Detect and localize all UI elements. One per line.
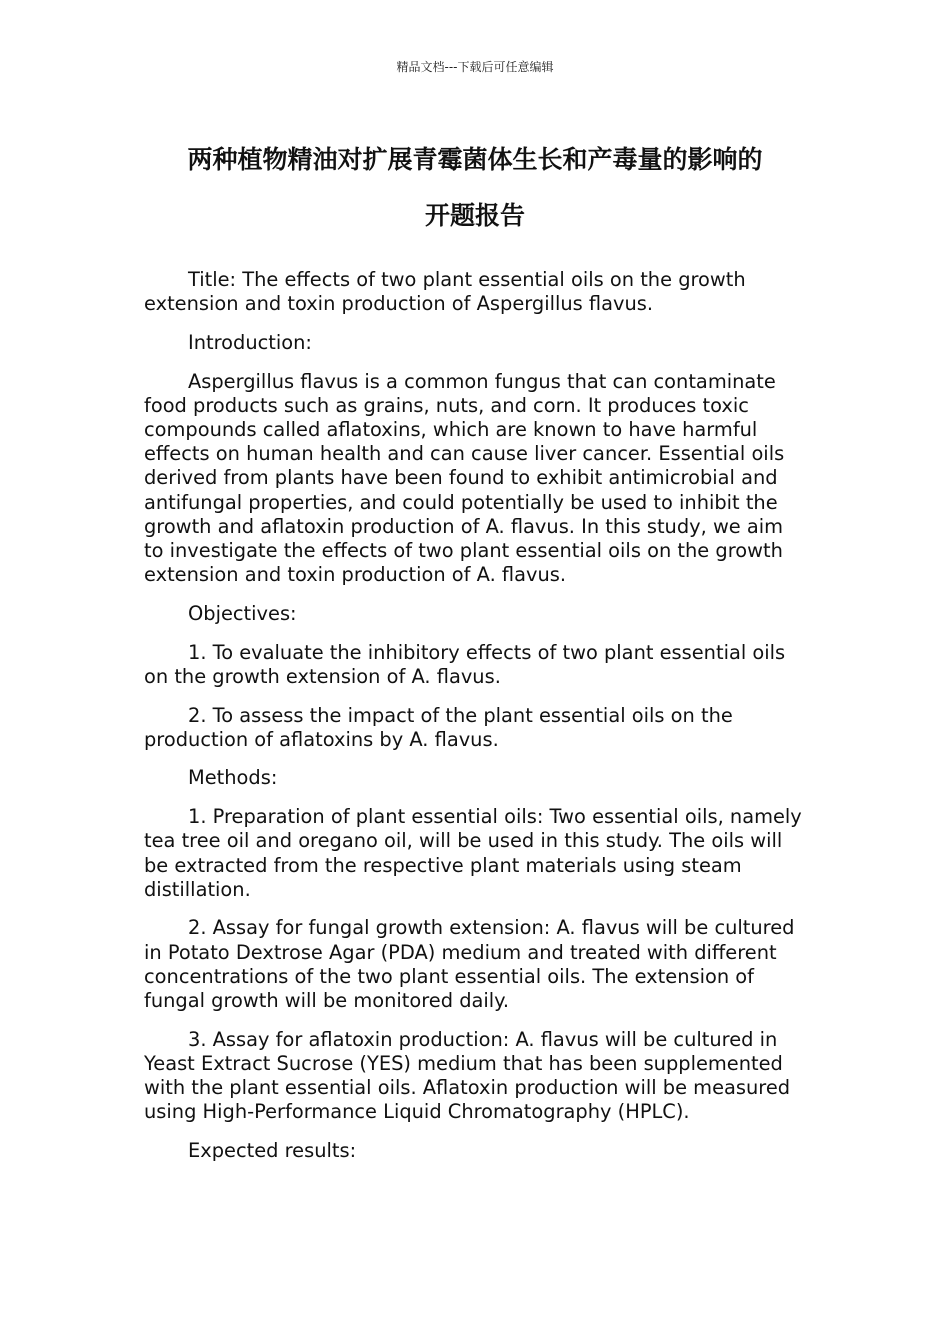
document-title-line-1: 两种植物精油对扩展青霉菌体生长和产毒量的影响的 xyxy=(187,145,763,174)
method-3: 3. Assay for aflatoxin production: A. flavus will be cultured in Yeast Extract Sucrose (YES) medium that has been supplemented with the plant essential oils. Aflatoxin production will be measured using High-Performance Liquid Chromatography (HPLC). xyxy=(144,1027,791,1124)
paragraph-title: Title: The effects of two plant essential oils on the growth extension and toxin production of Aspergillus flavus. xyxy=(144,268,746,316)
method-1: 1. Preparation of plant essential oils: Two essential oils, namely tea tree oil and oregano oil, will be used in this study. The oils will be extracted from the respective plant materials using steam distillation. xyxy=(144,805,802,901)
document-title-line-2: 开题报告 xyxy=(424,201,525,230)
document-title xyxy=(120,132,830,244)
objective-1: 1. To evaluate the inhibitory effects of two plant essential oils on the growth extension of A. flavus. xyxy=(144,640,786,688)
objective-2: 2. To assess the impact of the plant essential oils on the production of aflatoxins by A. flavus. xyxy=(144,703,733,751)
paragraph-introduction: Aspergillus flavus is a common fungus that can contaminate food products such as grains, nuts, and corn. It produces toxic compounds called aflatoxins, which are known to have harmful effects on human health and can cause liver cancer. Essential oils derived from plants have been found to exhibit antimicrobial and antifungal properties, and could potentially be used to inhibit the growth and aflatoxin production of A. flavus. In this study, we aim to investigate the effects of two plant essential oils on the growth extension and toxin production of A. flavus. xyxy=(144,369,785,587)
method-2: 2. Assay for fungal growth extension: A. flavus will be cultured in Potato Dextrose Agar (PDA) medium and treated with different concentrations of the two plant essential oils. The extension of fungal growth will be monitored daily. xyxy=(144,916,795,1013)
heading-introduction: Introduction: xyxy=(188,330,312,354)
heading-expected-results: Expected results: xyxy=(188,1139,357,1163)
heading-methods: Methods: xyxy=(188,766,278,790)
header-note: 精品文档---下载后可任意编辑 xyxy=(396,60,554,74)
heading-objectives: Objectives: xyxy=(188,601,297,625)
document-body xyxy=(144,268,806,1178)
